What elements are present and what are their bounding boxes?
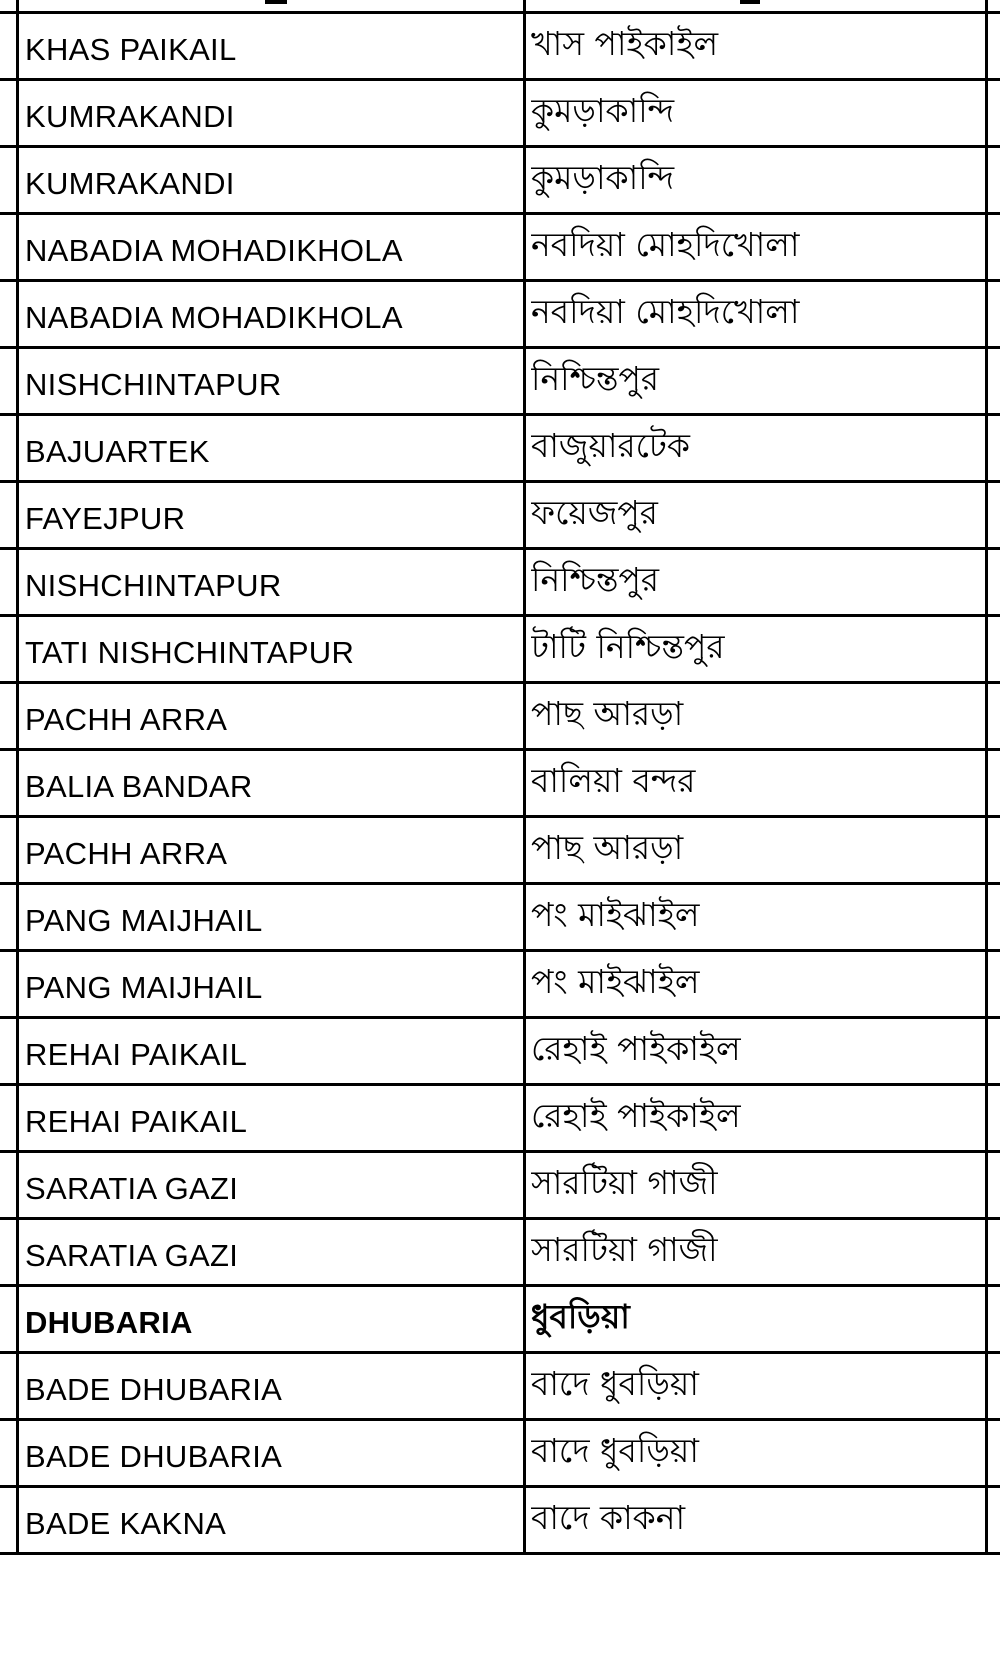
row-divider [0, 882, 1000, 885]
left-border [16, 0, 19, 1555]
table-row [0, 483, 1000, 550]
bengali-name-cell: পং মাইঝাইল [531, 895, 700, 934]
bengali-name-cell: কুমড়াকান্দি [531, 158, 675, 197]
table-row [0, 349, 1000, 416]
bengali-name-cell: পাছ আরড়া [531, 694, 684, 733]
english-name-cell: BADE DHUBARIA [25, 1372, 283, 1407]
table-row [0, 550, 1000, 617]
bengali-name-cell: নবদিয়া মোহদিখোলা [531, 292, 800, 331]
english-name-cell: NABADIA MOHADIKHOLA [25, 233, 403, 268]
table-row [0, 1220, 1000, 1287]
row-divider [0, 78, 1000, 81]
table-row [0, 416, 1000, 483]
english-name-cell: PANG MAIJHAIL [25, 970, 263, 1005]
row-divider [0, 1418, 1000, 1421]
bengali-name-cell: ফয়েজপুর [531, 493, 658, 532]
english-name-cell: TATI NISHCHINTAPUR [25, 635, 355, 670]
bengali-name-cell: সারটিয়া গাজী [531, 1163, 718, 1202]
table-row [0, 952, 1000, 1019]
table-row [0, 751, 1000, 818]
bengali-name-cell: খাস পাইকাইল [531, 24, 719, 63]
table-row [0, 818, 1000, 885]
row-divider [0, 614, 1000, 617]
row-divider [0, 1016, 1000, 1019]
row-divider [0, 547, 1000, 550]
bengali-name-cell: বাদে ধুবড়িয়া [531, 1431, 699, 1470]
table-row [0, 81, 1000, 148]
english-name-cell: BADE DHUBARIA [25, 1439, 283, 1474]
english-name-cell: KHAS PAIKAIL [25, 32, 237, 67]
english-name-cell: BADE KAKNA [25, 1506, 227, 1541]
row-divider [0, 346, 1000, 349]
table-row [0, 885, 1000, 952]
bengali-name-cell: কুমড়াকান্দি [531, 91, 675, 130]
bengali-name-cell: নিশ্চিন্তপুর [531, 359, 660, 398]
row-divider [0, 1485, 1000, 1488]
bengali-name-cell: বাদে ধুবড়িয়া [531, 1364, 699, 1403]
table-row [0, 1354, 1000, 1421]
bengali-name-cell: রেহাই পাইকাইল [531, 1029, 741, 1068]
row-divider [0, 1150, 1000, 1153]
english-name-cell: FAYEJPUR [25, 501, 186, 536]
row-divider [0, 212, 1000, 215]
bengali-name-cell: সারটিয়া গাজী [531, 1230, 718, 1269]
row-divider [0, 681, 1000, 684]
row-divider [0, 949, 1000, 952]
table-row [0, 215, 1000, 282]
row-divider [0, 413, 1000, 416]
english-name-cell: NISHCHINTAPUR [25, 367, 282, 402]
table-row [0, 1019, 1000, 1086]
table-row [0, 1488, 1000, 1555]
bengali-name-cell: বাজুয়ারটেক [531, 426, 690, 465]
row-divider [0, 279, 1000, 282]
row-divider [0, 1217, 1000, 1220]
english-name-cell: NISHCHINTAPUR [25, 568, 282, 603]
row-divider [0, 815, 1000, 818]
english-name-cell: PACHH ARRA [25, 836, 228, 871]
table-row [0, 684, 1000, 751]
english-name-cell: NABADIA MOHADIKHOLA [25, 300, 403, 335]
english-name-cell: PACHH ARRA [25, 702, 228, 737]
table-row [0, 148, 1000, 215]
bengali-name-cell: রেহাই পাইকাইল [531, 1096, 741, 1135]
row-divider [0, 748, 1000, 751]
bengali-name-cell: ধুবড়িয়া [531, 1297, 630, 1336]
english-name-cell: DHUBARIA [25, 1305, 193, 1340]
bengali-name-cell: নবদিয়া মোহদিখোলা [531, 225, 800, 264]
table-row [0, 1287, 1000, 1354]
right-border [985, 0, 988, 1555]
english-name-cell: KUMRAKANDI [25, 99, 235, 134]
bengali-name-cell: পং মাইঝাইল [531, 962, 700, 1001]
english-name-cell: REHAI PAIKAIL [25, 1037, 248, 1072]
english-name-cell: BAJUARTEK [25, 434, 210, 469]
bengali-name-cell: টাটি নিশ্চিন্তপুর [531, 627, 725, 666]
english-name-cell: SARATIA GAZI [25, 1238, 239, 1273]
table-row [0, 1086, 1000, 1153]
table-row [0, 14, 1000, 81]
row-divider [0, 145, 1000, 148]
table-row [0, 1421, 1000, 1488]
bengali-name-cell: বাদে কাকনা [531, 1498, 686, 1537]
row-divider [0, 1552, 1000, 1555]
table-row [0, 282, 1000, 349]
english-name-cell: BALIA BANDAR [25, 769, 253, 804]
bengali-name-cell: পাছ আরড়া [531, 828, 684, 867]
table-row [0, 1153, 1000, 1220]
bengali-name-cell: নিশ্চিন্তপুর [531, 560, 660, 599]
english-name-cell: SARATIA GAZI [25, 1171, 239, 1206]
previous-row-remnant [0, 0, 1000, 6]
table-row [0, 617, 1000, 684]
english-name-cell: KUMRAKANDI [25, 166, 235, 201]
bengali-name-cell: বালিয়া বন্দর [531, 761, 696, 800]
english-name-cell: PANG MAIJHAIL [25, 903, 263, 938]
english-name-cell: REHAI PAIKAIL [25, 1104, 248, 1139]
text-remnant-mark [740, 0, 760, 4]
row-divider [0, 1083, 1000, 1086]
row-divider [0, 1284, 1000, 1287]
column-divider [523, 0, 526, 1555]
row-divider [0, 480, 1000, 483]
row-divider [0, 11, 1000, 14]
row-divider [0, 1351, 1000, 1354]
text-remnant-mark [265, 0, 287, 4]
